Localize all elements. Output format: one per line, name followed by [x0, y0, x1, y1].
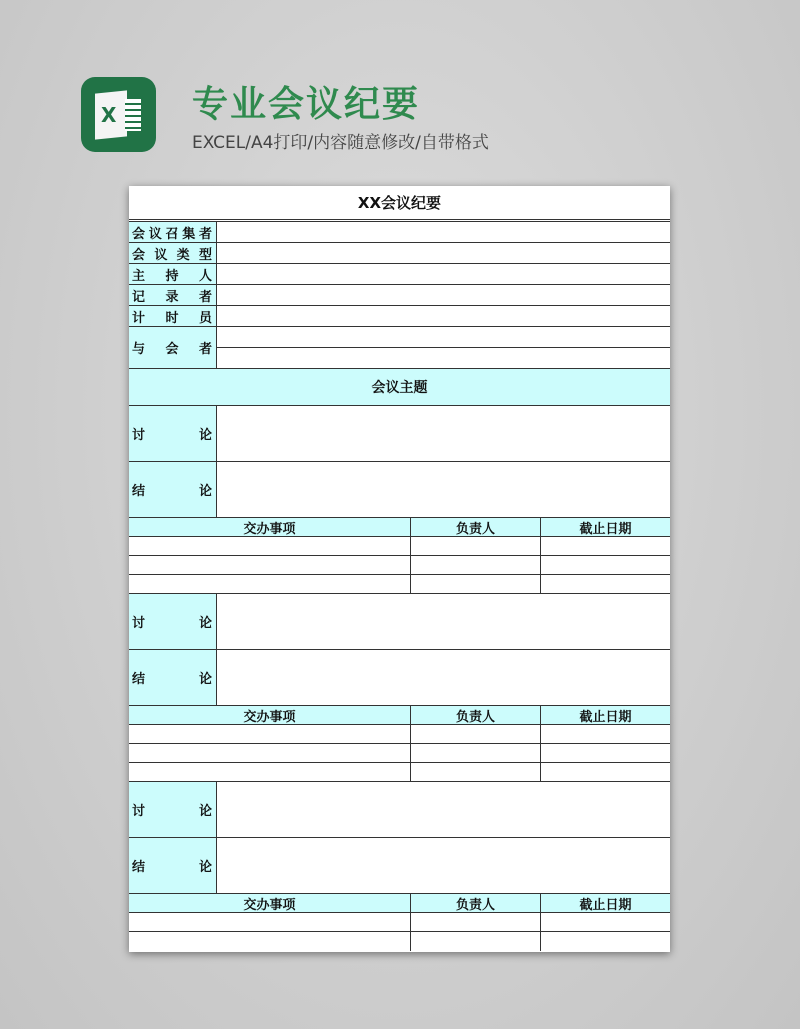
- meeting-minutes-sheet: [129, 186, 670, 952]
- info-label: [129, 285, 217, 305]
- task-cell[interactable]: [411, 556, 541, 574]
- task-row: [129, 575, 670, 594]
- sheet-title: XX会议纪要: [129, 186, 670, 222]
- info-label: [129, 306, 217, 326]
- label-char: 论: [198, 428, 213, 443]
- page-subtitle: EXCEL/A4打印/内容随意修改/自带格式: [192, 133, 489, 153]
- info-value-field[interactable]: [217, 285, 670, 305]
- label-char: 议: [154, 247, 169, 263]
- task-cell[interactable]: [541, 763, 670, 781]
- task-header-cell: 截止日期: [541, 706, 670, 724]
- task-cell[interactable]: [129, 932, 411, 951]
- task-cell[interactable]: [129, 575, 411, 593]
- page-title: 专业会议纪要: [192, 84, 421, 125]
- task-table-header: [129, 706, 670, 725]
- label-char: 结: [132, 484, 147, 499]
- task-cell[interactable]: [411, 913, 541, 931]
- discussion-row: [129, 406, 670, 462]
- label-char: 者: [198, 342, 213, 357]
- label-char: 持: [165, 268, 180, 284]
- discussion-row: [129, 594, 670, 650]
- task-cell[interactable]: [411, 744, 541, 762]
- task-cell[interactable]: [411, 725, 541, 743]
- label-char: 讨: [132, 428, 147, 443]
- info-row: [129, 285, 670, 306]
- task-cell[interactable]: [411, 575, 541, 593]
- task-header-cell: 负责人: [411, 894, 541, 912]
- task-table-header: [129, 518, 670, 537]
- task-table-header: [129, 894, 670, 913]
- discussion-field[interactable]: [217, 406, 670, 461]
- task-row: [129, 913, 670, 932]
- info-value-field[interactable]: [217, 306, 670, 326]
- info-row: [129, 264, 670, 285]
- task-header-cell: 负责人: [411, 706, 541, 724]
- info-label: [129, 264, 217, 284]
- label-char: 者: [198, 226, 213, 242]
- info-label: [129, 243, 217, 263]
- task-row: [129, 763, 670, 782]
- info-label: [129, 222, 217, 242]
- label-char: 论: [198, 804, 213, 819]
- attendees-field[interactable]: [217, 327, 670, 348]
- discussion-field[interactable]: [217, 594, 670, 649]
- task-cell[interactable]: [411, 932, 541, 951]
- conclusion-field[interactable]: [217, 462, 670, 517]
- task-cell[interactable]: [541, 556, 670, 574]
- label-char: 型: [198, 247, 213, 263]
- conclusion-field[interactable]: [217, 838, 670, 893]
- task-row: [129, 537, 670, 556]
- conclusion-field[interactable]: [217, 650, 670, 705]
- conclusion-label: [129, 838, 217, 893]
- task-row: [129, 725, 670, 744]
- label-char: 结: [132, 860, 147, 875]
- discussion-label: [129, 594, 217, 649]
- conclusion-row: [129, 838, 670, 894]
- label-char: 员: [198, 310, 213, 326]
- info-row: [129, 306, 670, 327]
- task-cell[interactable]: [129, 725, 411, 743]
- task-cell[interactable]: [411, 763, 541, 781]
- label-char: 召: [165, 226, 180, 242]
- task-cell[interactable]: [541, 744, 670, 762]
- task-header-cell: 交办事项: [129, 894, 411, 912]
- task-cell[interactable]: [541, 537, 670, 555]
- label-char: 计: [132, 310, 147, 326]
- excel-logo-icon: X: [81, 77, 156, 152]
- label-char: 集: [182, 226, 197, 242]
- conclusion-label: [129, 462, 217, 517]
- task-cell[interactable]: [129, 744, 411, 762]
- label-char: 与: [132, 342, 147, 357]
- discussion-label: [129, 406, 217, 461]
- label-char: 讨: [132, 616, 147, 631]
- task-header-cell: 交办事项: [129, 706, 411, 724]
- info-value-field[interactable]: [217, 222, 670, 242]
- task-cell[interactable]: [541, 932, 670, 951]
- label-char: 论: [198, 484, 213, 499]
- task-header-cell: 截止日期: [541, 518, 670, 536]
- label-char: 论: [198, 616, 213, 631]
- discussion-row: [129, 782, 670, 838]
- task-cell[interactable]: [129, 556, 411, 574]
- discussion-label: [129, 782, 217, 837]
- task-cell[interactable]: [541, 913, 670, 931]
- label-char: 记: [132, 289, 147, 305]
- label-char: 会: [132, 226, 147, 242]
- task-cell[interactable]: [411, 537, 541, 555]
- attendees-field[interactable]: [217, 348, 670, 368]
- meeting-theme: 会议主题: [129, 369, 670, 406]
- label-char: 论: [198, 672, 213, 687]
- info-row: [129, 222, 670, 243]
- task-row: [129, 556, 670, 575]
- label-char: 论: [198, 860, 213, 875]
- label-char: 会: [132, 247, 147, 263]
- discussion-field[interactable]: [217, 782, 670, 837]
- attendees-values: [217, 327, 670, 368]
- task-header-cell: 负责人: [411, 518, 541, 536]
- label-char: 类: [176, 247, 191, 263]
- label-char: 时: [165, 310, 180, 326]
- info-value-field[interactable]: [217, 264, 670, 284]
- label-char: 讨: [132, 804, 147, 819]
- label-char: 结: [132, 672, 147, 687]
- task-cell[interactable]: [129, 537, 411, 555]
- task-row: [129, 932, 670, 951]
- label-char: 录: [165, 289, 180, 305]
- label-char: 者: [198, 289, 213, 305]
- info-value-field[interactable]: [217, 243, 670, 263]
- label-char: 主: [132, 268, 147, 284]
- conclusion-row: [129, 650, 670, 706]
- label-char: 议: [148, 226, 163, 242]
- task-row: [129, 744, 670, 763]
- task-header-cell: 交办事项: [129, 518, 411, 536]
- task-header-cell: 截止日期: [541, 894, 670, 912]
- conclusion-label: [129, 650, 217, 705]
- attendees-label: [129, 327, 217, 368]
- task-cell[interactable]: [129, 913, 411, 931]
- conclusion-row: [129, 462, 670, 518]
- info-row: [129, 243, 670, 264]
- task-cell[interactable]: [541, 725, 670, 743]
- label-char: 人: [198, 268, 213, 284]
- attendees-row: [129, 327, 670, 369]
- task-cell[interactable]: [541, 575, 670, 593]
- task-cell[interactable]: [129, 763, 411, 781]
- label-char: 会: [165, 342, 180, 357]
